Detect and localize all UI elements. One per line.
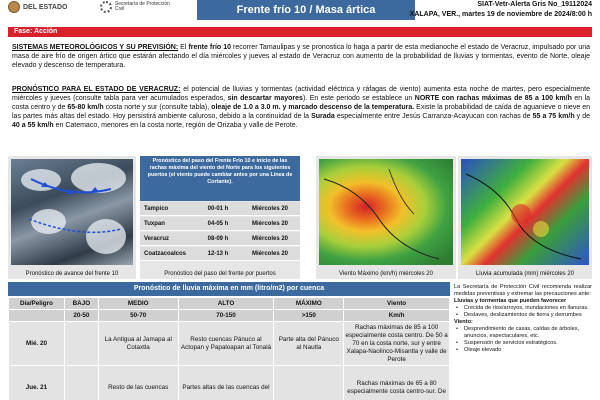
row-bajo bbox=[64, 322, 98, 366]
col-day: Día/Peligro bbox=[9, 298, 65, 310]
list-item: • Suspensión de servicios estratégicos. bbox=[454, 340, 592, 347]
col-maximo: MÁXIMO bbox=[274, 298, 344, 310]
alert-id-block bbox=[410, 0, 592, 20]
satellite-panel bbox=[8, 156, 136, 279]
row-alto: Partes altas de las cuencas del bbox=[178, 366, 274, 400]
civil-protection-logo bbox=[100, 0, 180, 14]
rain-panel bbox=[458, 156, 592, 279]
p2-b2: NORTE con rachas máximas de 85 a 100 km/h bbox=[414, 95, 572, 102]
list-item: • Oleaje elevado bbox=[454, 347, 592, 354]
port-name: Tuxpan bbox=[144, 220, 165, 227]
row-maximo: Parte alta del Pánuco al Nautla bbox=[274, 322, 344, 366]
image-row bbox=[0, 156, 600, 279]
row-medio: Resto de las cuencas bbox=[98, 366, 178, 400]
systems-lead: SISTEMAS METEOROLÓGICOS Y SU PREVISIÓN: bbox=[12, 44, 179, 51]
p2-t7: y de bbox=[574, 113, 591, 120]
port-row bbox=[140, 232, 300, 246]
bulletin-title: Frente frío 10 / Masa ártica bbox=[197, 0, 415, 20]
col-bajo: BAJO bbox=[64, 298, 98, 310]
port-time: 00-01 h bbox=[207, 205, 229, 212]
port-day: Miércoles 20 bbox=[251, 250, 289, 257]
p2-t1: el potencial de lluvias y tormentas (actividad eléctrica y ráfagas de viento) aumenta esta noche de martes, pero especialmente miércoles y jueves (consulte tabla para ver acumulados esperados, bbox=[12, 86, 590, 102]
wind-map bbox=[319, 159, 453, 265]
p2-t5: Existe la probabilidad de caída de aguanieve o nieve en las partes más altas del estado. Hoy persistirá ambiente caluroso, debido a la continuidad de la bbox=[12, 104, 590, 120]
port-row bbox=[140, 202, 300, 216]
ports-caption: Pronóstico del paso del frente por puertos bbox=[140, 269, 300, 279]
preventive-measures bbox=[454, 284, 592, 354]
port-time: 04-05 h bbox=[207, 220, 229, 227]
p2-b6: 55 a 75 km/h bbox=[532, 113, 575, 120]
measures-list-rain bbox=[454, 305, 592, 319]
row-maximo bbox=[274, 366, 344, 400]
measures-intro: La Secretaría de Protección Civil recomienda realizar medidas preventivas y extremar las precauciones ante: bbox=[454, 284, 592, 297]
row-viento: Rachas máximas de 85 a 100 especialmente costa centro. De 50 a 70 en la costa norte, sur y entre Xalapa-Naolinco-Misantla y valle de Perote bbox=[344, 322, 450, 366]
p2-t4: costa norte y sur (consulte tabla), bbox=[103, 104, 212, 111]
p1-bold1: frente frío 10 bbox=[188, 44, 231, 51]
list-item: • Crecida de ríos/arroyos, inundaciones en llanuras. bbox=[454, 305, 592, 312]
range-viento: Km/h bbox=[344, 310, 450, 322]
range-maximo: >150 bbox=[274, 310, 344, 322]
col-viento: Viento bbox=[344, 298, 450, 310]
p2-b1: sin descartar mayores bbox=[227, 95, 303, 102]
measures-section-wind: Viento: bbox=[454, 319, 473, 325]
alert-id: SIAT-Vetr-Alerta Gris No_19112024 bbox=[477, 1, 592, 8]
p2-t8: en Catemaco, menores en la costa norte, región de Orizaba y valle de Perote. bbox=[53, 122, 298, 129]
measures-section-rain: Lluvias y tormentas que pueden favorecer bbox=[454, 298, 567, 304]
port-row bbox=[140, 217, 300, 231]
port-time: 12-13 h bbox=[207, 250, 229, 257]
port-day: Miércoles 20 bbox=[251, 205, 289, 212]
col-alto: ALTO bbox=[178, 298, 274, 310]
wind-caption: Viento Máximo (km/h) miércoles 20 bbox=[316, 269, 456, 279]
row-viento: Rachas máximas de 65 a 80 especialmente costa centro-sur. De bbox=[344, 366, 450, 400]
p2-t2: ). En este periodo se establece un bbox=[302, 95, 415, 102]
forecast-header-row bbox=[9, 298, 450, 310]
rain-caption: Lluvia acumulada (mm) miércoles 20 bbox=[458, 269, 592, 279]
forecast-paragraph bbox=[12, 85, 590, 130]
list-item: • Desprendimiento de casas, caídas de árboles, anuncios, espectaculares, etc. bbox=[454, 326, 592, 340]
phase-bar: Fase: Acción bbox=[8, 27, 592, 37]
range-bajo: 20-50 bbox=[64, 310, 98, 322]
forecast-range-row bbox=[9, 310, 450, 322]
p1-text1: El bbox=[178, 44, 189, 51]
row-day: Jue. 21 bbox=[9, 366, 65, 400]
row-bajo bbox=[64, 366, 98, 400]
range-medio: 50-70 bbox=[98, 310, 178, 322]
port-time: 08-09 h bbox=[207, 235, 229, 242]
state-logo bbox=[8, 0, 78, 14]
p2-b3: 65-80 km/h bbox=[67, 104, 104, 111]
table-row bbox=[9, 366, 450, 400]
p2-t6: especialmente entre Jesús Carranza-Acayucan con rachas de bbox=[334, 113, 533, 120]
list-item: • Deslaves, deslizamientos de tierra y derrumbes bbox=[454, 312, 592, 319]
forecast-lead: PRONÓSTICO PARA EL ESTADO DE VERACRUZ: bbox=[12, 86, 181, 93]
row-alto: Resto cuencas Pánuco al Actopan y Papaloapan al Tonalá bbox=[178, 322, 274, 366]
col-medio: MEDIO bbox=[98, 298, 178, 310]
satellite-image bbox=[11, 159, 133, 265]
port-name: Tampico bbox=[144, 205, 169, 212]
ports-heading: Pronóstico del paso del Frente Frío 10 e inicio de las rachas máxima del viento del Norte para los siguientes puertos (el viento puede cambiar antes por una Línea de Cortante). bbox=[140, 156, 300, 201]
gear-icon bbox=[100, 1, 112, 13]
port-name: Coatzacoalcos bbox=[144, 250, 187, 257]
rain-map bbox=[461, 159, 589, 265]
header bbox=[0, 0, 600, 24]
port-day: Miércoles 20 bbox=[251, 220, 289, 227]
satellite-caption: Pronóstico de avance del frente 10 bbox=[8, 269, 136, 279]
port-day: Miércoles 20 bbox=[251, 235, 289, 242]
p1-text2: recorrer Tamaulipas y se pronostica lo haga a partir de esta medianoche el estado de Veracruz, impulsado por una masa de aire frío de origen ártico que estarán afectando el día miércoles y jueves al estado de Veracruz con aumento de la probabilidad de lluvias y tormentas, evento de Norte, oleaje elevado y descenso de temperatura. bbox=[12, 44, 590, 69]
state-seal-icon bbox=[8, 1, 20, 13]
row-medio: La Antigua al Jamapa al Cotaxtla bbox=[98, 322, 178, 366]
forecast-table bbox=[8, 297, 450, 400]
wind-panel bbox=[316, 156, 456, 279]
port-name: Veracruz bbox=[144, 235, 170, 242]
measures-list-wind bbox=[454, 326, 592, 354]
p2-b5: Surada bbox=[311, 113, 335, 120]
p2-b4: oleaje de 1.0 a 3.0 m. y marcado descenso de la temperatura. bbox=[211, 104, 415, 111]
range-alto: 70-150 bbox=[178, 310, 274, 322]
range-day bbox=[9, 310, 65, 322]
p2-t3: en la costa centro y de bbox=[12, 95, 591, 111]
port-row bbox=[140, 247, 300, 261]
forecast-heading: Pronóstico de lluvia máxima en mm (litro/m2) por cuenca bbox=[8, 282, 450, 296]
meteorological-systems-paragraph bbox=[12, 43, 590, 70]
ports-panel bbox=[140, 156, 300, 279]
p2-b7: 40 a 55 km/h bbox=[12, 122, 54, 129]
civil-protection-logo-text: Secretaría de Protección Civil bbox=[114, 1, 170, 12]
state-logo-text: DEL ESTADO bbox=[23, 3, 68, 11]
place-date: XALAPA, VER., martes 19 de noviembre de 2024/8:00 h bbox=[409, 11, 592, 18]
table-row bbox=[9, 322, 450, 366]
row-day: Mié. 20 bbox=[9, 322, 65, 366]
